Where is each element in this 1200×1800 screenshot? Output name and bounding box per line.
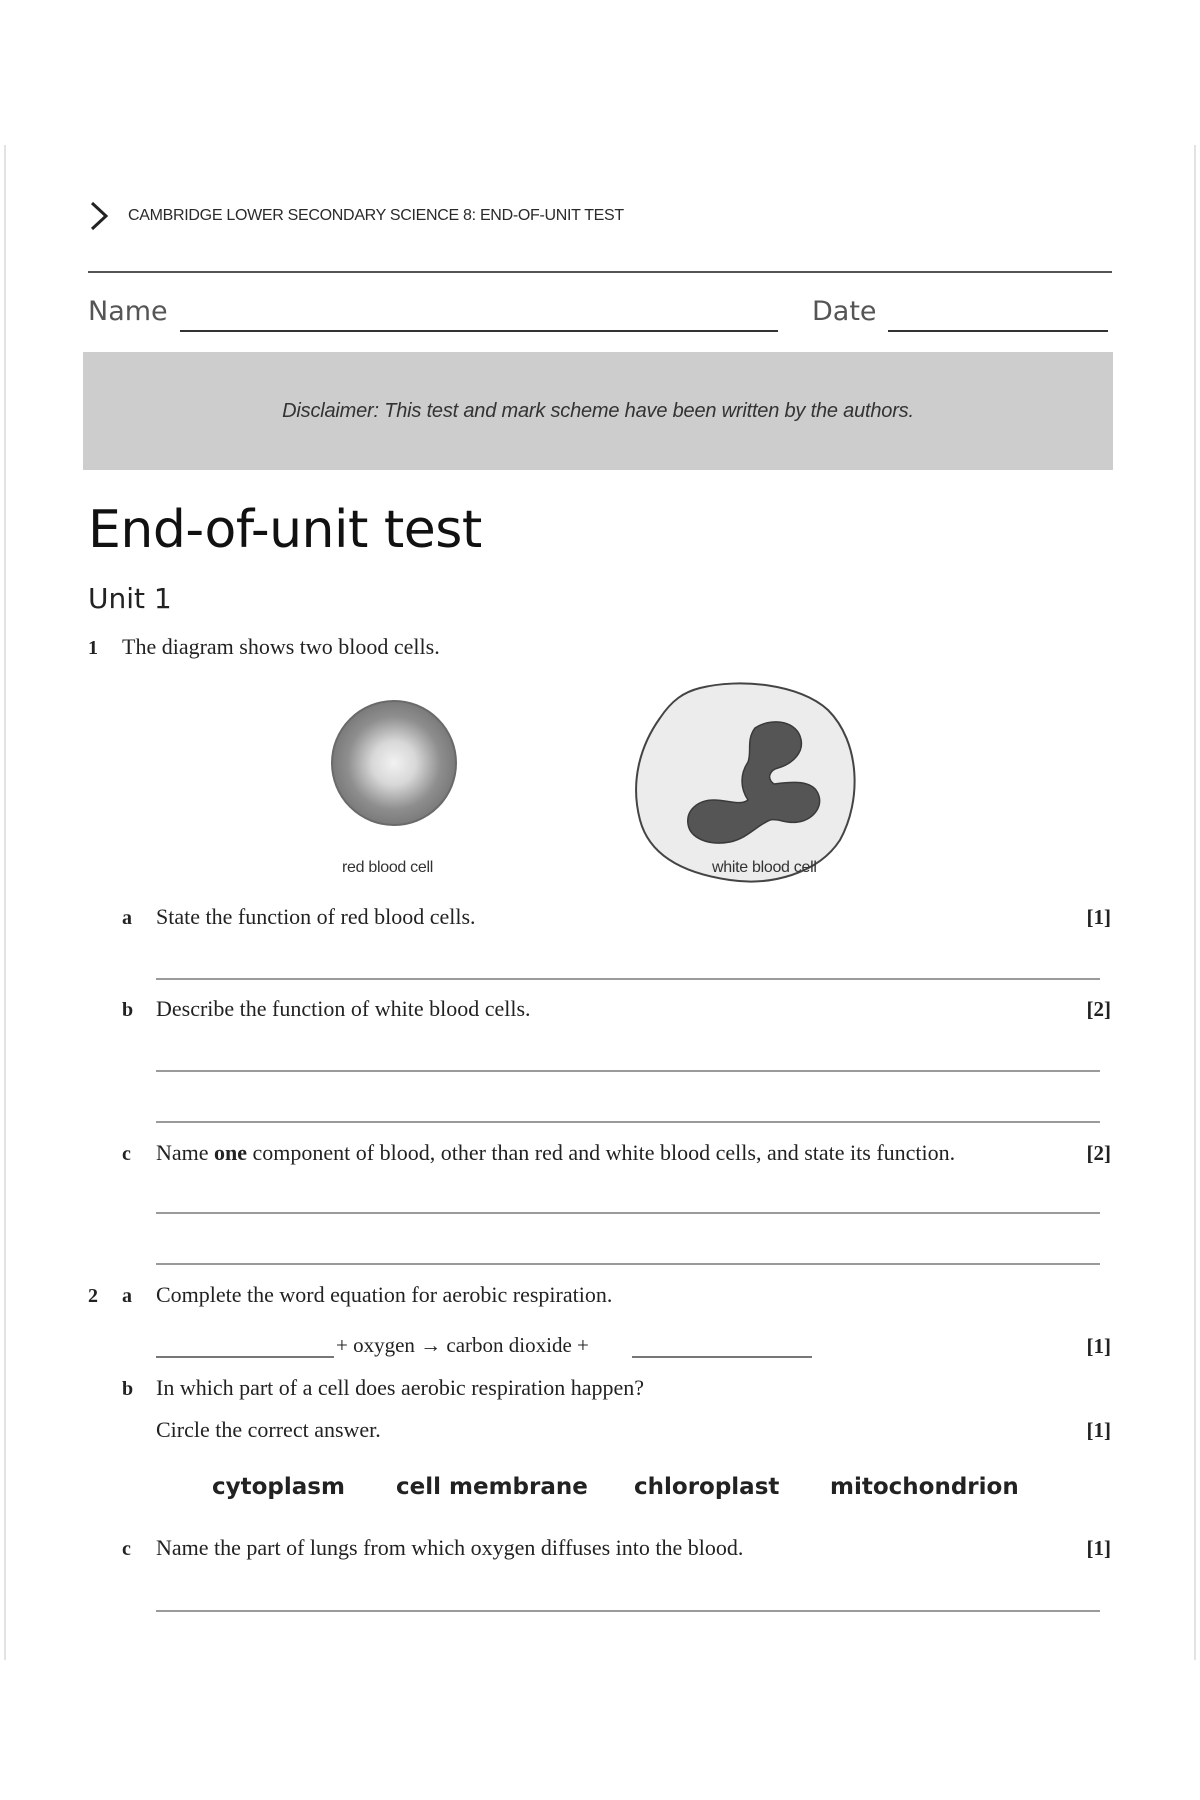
option-cytoplasm[interactable]: cytoplasm xyxy=(212,1474,345,1500)
running-title: CAMBRIDGE LOWER SECONDARY SCIENCE 8: END-OF-UNIT TEST xyxy=(128,207,624,224)
date-line[interactable] xyxy=(888,330,1108,332)
running-header xyxy=(86,198,624,234)
answer-options xyxy=(0,1474,1200,1514)
white-blood-cell-label: white blood cell xyxy=(712,859,817,876)
question-2a-marks: [1] xyxy=(1086,1334,1111,1358)
question-2b-letter: b xyxy=(122,1378,134,1400)
question-2c-text: Name the part of lungs from which oxygen diffuses into the blood. xyxy=(156,1535,744,1560)
question-1c-text-before: Name xyxy=(156,1140,215,1165)
question-1a-marks: [1] xyxy=(1086,905,1111,929)
question-1a-text: State the function of red blood cells. xyxy=(156,904,476,929)
equation-middle: + oxygen → carbon dioxide + xyxy=(336,1333,589,1357)
question-2b-text: In which part of a cell does aerobic respiration happen? xyxy=(156,1375,645,1400)
question-2c-marks: [1] xyxy=(1086,1536,1111,1560)
question-2c-letter: c xyxy=(122,1538,131,1560)
question-2a-letter: a xyxy=(122,1285,132,1307)
answer-line-1c-1[interactable] xyxy=(156,1212,1100,1214)
disclaimer-box xyxy=(83,352,1113,470)
answer-line-1b-1[interactable] xyxy=(156,1070,1100,1072)
answer-line-2c[interactable] xyxy=(156,1610,1100,1612)
white-blood-cell-icon xyxy=(636,683,855,881)
question-1b-text: Describe the function of white blood cells. xyxy=(156,996,531,1021)
question-1c-letter: c xyxy=(122,1143,131,1165)
answer-line-1a[interactable] xyxy=(156,978,1100,980)
question-1b-marks: [2] xyxy=(1086,997,1111,1021)
question-1c-text xyxy=(156,1140,955,1166)
blood-cells-diagram xyxy=(300,670,900,890)
question-2-number: 2 xyxy=(88,1285,98,1307)
option-mitochondrion[interactable]: mitochondrion xyxy=(830,1474,1019,1500)
date-label: Date xyxy=(812,296,877,327)
name-label: Name xyxy=(88,296,168,327)
question-1-stem: The diagram shows two blood cells. xyxy=(122,634,440,659)
question-1b-letter: b xyxy=(122,999,134,1021)
question-1c-text-bold: one xyxy=(214,1140,248,1165)
answer-line-1c-2[interactable] xyxy=(156,1263,1100,1265)
question-1a-letter: a xyxy=(122,907,132,929)
unit-heading: Unit 1 xyxy=(88,582,172,615)
date-field[interactable] xyxy=(812,296,1112,336)
option-cell-membrane[interactable]: cell membrane xyxy=(396,1474,588,1500)
question-1c-text-after: component of blood, other than red and white blood cells, and state its function. xyxy=(247,1140,956,1165)
question-2a-text: Complete the word equation for aerobic respiration. xyxy=(156,1282,613,1307)
red-blood-cell-icon xyxy=(332,701,456,825)
question-2b-marks: [1] xyxy=(1086,1418,1111,1442)
page-title: End-of-unit test xyxy=(88,500,482,560)
name-field[interactable] xyxy=(88,296,778,336)
chevron-right-icon xyxy=(86,199,116,233)
option-chloroplast[interactable]: chloroplast xyxy=(634,1474,780,1500)
red-blood-cell-label: red blood cell xyxy=(342,859,433,876)
answer-line-1b-2[interactable] xyxy=(156,1121,1100,1123)
question-1c-marks: [2] xyxy=(1086,1141,1111,1165)
header-rule xyxy=(88,271,1112,273)
disclaimer-text: Disclaimer: This test and mark scheme have been written by the authors. xyxy=(282,399,914,422)
question-1-number: 1 xyxy=(88,637,98,659)
name-line[interactable] xyxy=(180,330,778,332)
question-2b-instruction: Circle the correct answer. xyxy=(156,1417,381,1442)
equation-blank-reactant[interactable] xyxy=(156,1356,334,1358)
equation-blank-product[interactable] xyxy=(632,1356,812,1358)
